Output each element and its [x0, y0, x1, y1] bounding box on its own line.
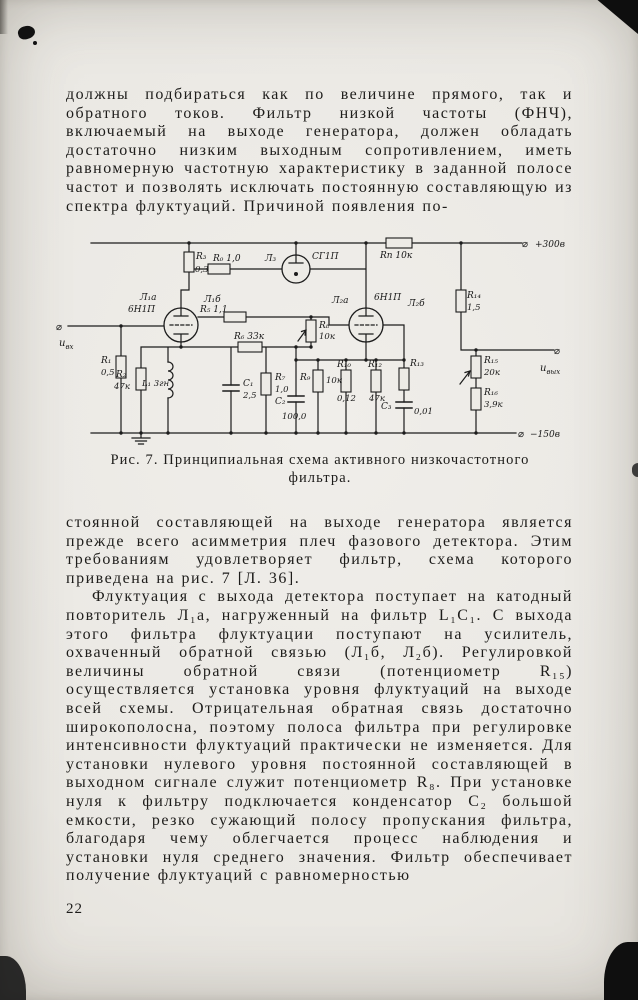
label-c1-value: 2,5 [243, 391, 257, 401]
label-l1a: Л₁а [140, 293, 157, 303]
label-l2-type: 6Н1П [374, 293, 402, 303]
scan-smudge [632, 463, 638, 477]
capacitor-c1-icon [223, 385, 239, 391]
label-r8: R₈ [319, 321, 330, 331]
label-r10-value: 0,12 [337, 394, 356, 404]
label-c3: C₃ [381, 402, 392, 412]
paragraph-continuation-top: должны подбираться как по величине прямого, так и обратного токов. Фильтр низкой частоты (ФНЧ), включаемый на выходе генератора, должен обладать достаточно низким выходным сопротивлением, иметь равномерную частотную характеристику в заданной полосе частот и позволять исключать постоянную составляющую из спектра флуктуаций. Причиной появления по- [66, 86, 573, 215]
label-minus-rail: −150в [530, 430, 560, 440]
label-r10: R₁₀ [337, 360, 351, 370]
paragraph-filter-description: Флуктуация с выхода детектора поступает на катодный повторитель Л₁а, нагруженный на фильтр L₁C₁. С выхода этого фильтра флуктуации поступают на усилитель, охваченный обратной связью (Л₁б, Л₂б). Регулировкой величины обратной связи (потенциометр R₁₅) осуществляется установка уровня флуктуаций на выходе всей схемы. Отрицательная обратная связь достаточно широкополосна, поэтому полоса фильтра при регулировке интенсивности флуктуаций практически не изменяется. Для установки нулевого уровня постоянной составляющей в выходном сигнале служит потенциометр R₈. При установке нуля к фильтру подключается конденсатор С₂ большой емкости, резко сужающий полосу пропускания фильтра, благодаря чему облегчается процесс наблюдения и установки нуля среднего значения. Фильтр обеспечивает получение флуктуаций с равномерностью [66, 588, 573, 885]
terminal-icon: ⌀ [554, 346, 561, 357]
capacitor-c3-icon [396, 402, 412, 408]
label-r15-value: 20к [484, 368, 500, 378]
label-r13: R₁₃ [410, 359, 424, 369]
label-l1b: Л₁б [204, 295, 221, 305]
scan-smudge [33, 41, 37, 45]
capacitor-c2-icon [288, 396, 304, 402]
resistor-r10-icon [341, 370, 351, 392]
resistor-r9-icon [313, 370, 323, 392]
tube-l3-icon [282, 255, 310, 283]
resistor-r12-icon [371, 370, 381, 392]
label-u-in [59, 338, 74, 351]
terminal-icon: ⌀ [522, 239, 529, 250]
label-r14: R₁₄ [467, 291, 481, 301]
label-r12: R₁₂ [368, 360, 382, 370]
scan-smudge [0, 0, 8, 34]
label-r7-value: 1,0 [275, 385, 289, 395]
label-c1: C₁ [243, 379, 254, 389]
label-l3: Л₃ [265, 254, 277, 264]
label-u-out [540, 363, 560, 376]
resistor-r16-icon [471, 388, 481, 410]
resistor-r15-icon [471, 356, 481, 378]
tube-l2-icon [349, 308, 383, 342]
label-r16-value: 3,9к [484, 400, 503, 410]
terminal-icon: ⌀ [56, 322, 63, 333]
schematic-svg [56, 228, 576, 446]
label-r9: R₉ [300, 373, 311, 383]
resistor-r7-icon [261, 373, 271, 395]
label-r5: R₅ 1,1 [200, 305, 228, 315]
terminal-icon: ⌀ [518, 429, 525, 440]
label-r0: R₀ 1,0 [213, 254, 241, 264]
label-r12-value: 47к [369, 394, 385, 404]
label-r16: R₁₆ [484, 388, 498, 398]
label-r8-value: 10к [319, 332, 335, 342]
label-r2-value: 47к [114, 382, 130, 392]
label-r14-value: 1,5 [467, 303, 481, 313]
label-c3-value: 0,01 [414, 407, 433, 417]
potentiometer-arrow-r8 [298, 330, 306, 341]
potentiometer-arrow-r15 [460, 371, 470, 384]
label-u-in-sub: вх [65, 343, 74, 351]
resistor-r6-icon [238, 342, 262, 352]
label-u-out-sub: вых [546, 368, 561, 376]
label-r2: R₂ [116, 370, 127, 380]
label-r7: R₇ [275, 373, 286, 383]
circuit-diagram [56, 228, 576, 451]
resistor-r3-icon [184, 252, 194, 272]
resistor-r13-icon [399, 368, 409, 390]
paragraph-continuation-bottom: стоянной составляющей на выходе генератора является прежде всего асимметрия плеч фазового детектора. Этим требованиям удовлетворяет фильтр, схема которого приведена на рис. 7 [Л. 36]. [66, 514, 573, 587]
label-r3: R₃ [196, 252, 207, 262]
figure-caption: Рис. 7. Принципиальная схема активного низкочастотного фильтра. [110, 452, 530, 486]
tube-l1-icon [164, 308, 198, 342]
resistor-r8-icon [306, 320, 316, 342]
label-c2: C₂ [275, 397, 286, 407]
label-r6: R₆ 33к [234, 332, 265, 342]
label-plus-rail: +300в [535, 240, 565, 250]
resistor-r0-icon [208, 264, 230, 274]
resistor-r14-icon [456, 290, 466, 312]
body-text-block [66, 514, 573, 886]
label-r9-value: 10к [326, 376, 342, 386]
label-l2a: Л₂а [332, 296, 349, 306]
label-l2b: Л₂б [408, 299, 425, 309]
label-r1-value: 0,5 [101, 368, 115, 378]
label-l1-inductor: L₁ 3гн [142, 379, 170, 389]
label-l1-type: 6Н1П [128, 305, 156, 315]
label-r1: R₁ [101, 356, 112, 366]
label-u-out-main: u [540, 363, 547, 374]
resistor-rp-icon [386, 238, 412, 248]
page-number: 22 [66, 901, 83, 917]
label-l3-type: СГ1П [312, 252, 339, 262]
label-rp: Rп 10к [380, 251, 413, 261]
label-r3-value: 0,3 [195, 265, 209, 275]
label-u-in-main: u [59, 338, 66, 349]
label-c2-value: 100,0 [282, 412, 307, 422]
label-r15: R₁₅ [484, 356, 498, 366]
